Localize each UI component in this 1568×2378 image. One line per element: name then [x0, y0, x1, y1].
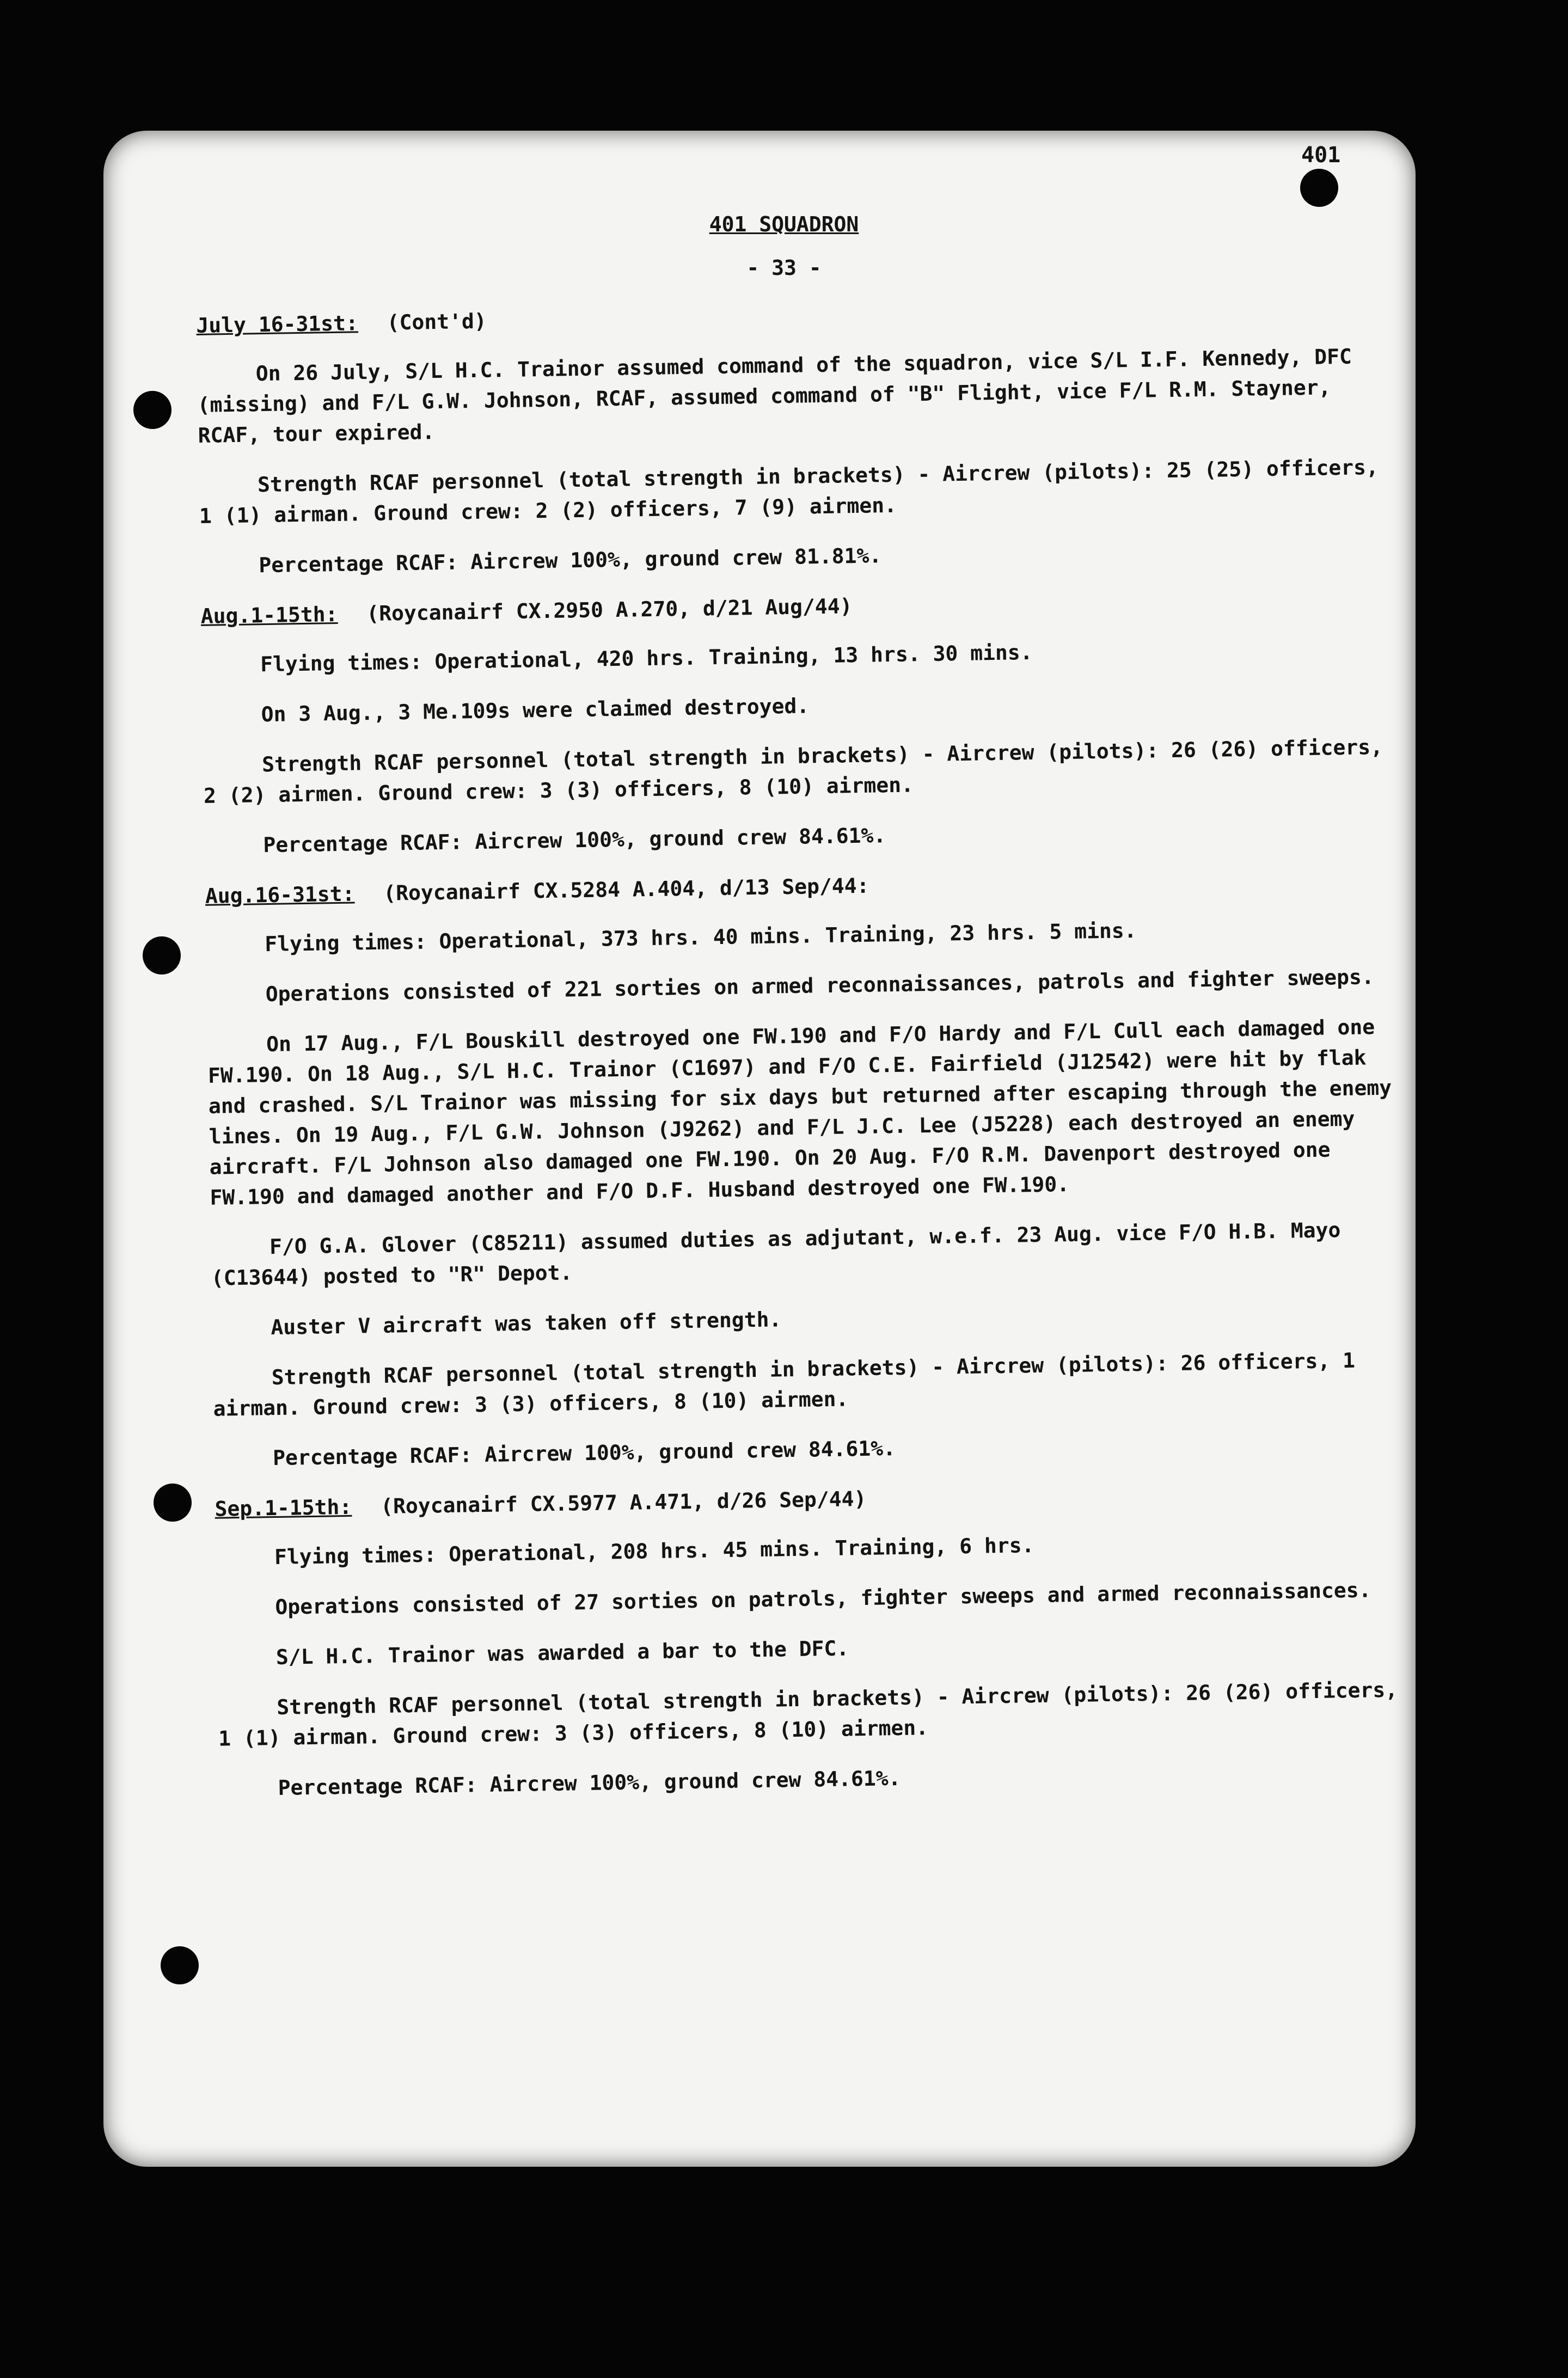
section-heading: [215, 1475, 1413, 1524]
section-heading: [200, 582, 1399, 632]
paragraph: On 3 Aug., 3 Me.109s were claimed destroyed.: [261, 694, 810, 727]
section-sep-1-15: [215, 1475, 1417, 1804]
paragraph: Flying times: Operational, 420 hrs. Training, 13 hrs. 30 mins.: [260, 640, 1033, 677]
paragraph: Percentage RCAF: Aircrew 100%, ground crew 81.81%.: [259, 543, 882, 578]
section-july-16-31: [196, 291, 1398, 581]
paragraph: Operations consisted of 221 sorties on armed reconnaissances, patrols and fighter sweeps.: [265, 965, 1374, 1007]
section-date: July 16-31st:: [196, 311, 359, 338]
paragraph: Flying times: Operational, 208 hrs. 45 mins. Training, 6 hrs.: [274, 1533, 1034, 1570]
paragraph: Flying times: Operational, 373 hrs. 40 mins. Training, 23 hrs. 5 mins.: [264, 918, 1137, 957]
paragraph: Strength RCAF personnel (total strength in brackets) - Aircrew (pilots): 25 (25) officers, 1 (1) airman. Ground crew: 2 (2) officers, 7 (9) airmen.: [199, 455, 1392, 528]
paragraph: Auster V aircraft was taken off strength.: [271, 1307, 782, 1340]
document-body: [196, 291, 1417, 1823]
punch-hole-top-right: [1300, 169, 1338, 207]
corner-page-number: 401: [1301, 143, 1341, 168]
section-date: Sep.1-15th:: [215, 1494, 352, 1521]
section-aug-16-31: [205, 862, 1412, 1474]
punch-hole-left-3: [154, 1484, 192, 1522]
paragraph: Operations consisted of 27 sorties on patrols, fighter sweeps and armed reconnaissances.: [275, 1578, 1371, 1620]
paragraph: On 17 Aug., F/L Bouskill destroyed one FW.190 and F/O Hardy and F/L Cull each damaged one FW.190. On 18 Aug., S/L H.C. Trainor (C1697) and F/O C.E. Fairfield (J12542) were hit by flak and crashed. S/L Trainor was missing for six days but returned after escaping through the enemy lines. On 19 Aug., F/L G.W. Johnson (J9262) and F/L J.C. Lee (J5228) each destroyed an enemy aircraft. F/L Johnson also damaged one FW.190. On 20 Aug. F/O R.M. Davenport destroyed one FW.190 and damaged another and F/O D.F. Husband destroyed one FW.190.: [207, 1014, 1405, 1210]
paragraph: S/L H.C. Trainor was awarded a bar to the DFC.: [275, 1636, 849, 1669]
section-aug-1-15: [200, 582, 1402, 861]
punch-hole-left-1: [133, 391, 171, 429]
section-reference: (Cont'd): [387, 309, 487, 335]
section-date: Aug.1-15th:: [200, 602, 338, 628]
paragraph: Percentage RCAF: Aircrew 100%, ground crew 84.61%.: [263, 823, 886, 857]
paragraph: On 26 July, S/L H.C. Trainor assumed command of the squadron, vice S/L I.F. Kennedy, DFC (missing) and F/L G.W. Johnson, RCAF, assumed command of "B" Flight, vice F/L R.M. Stayner, RCAF, tour expired.: [197, 344, 1365, 448]
section-reference: (Roycanairf CX.5977 A.471, d/26 Sep/44): [380, 1486, 867, 1518]
page-title: 401 SQUADRON: [709, 212, 859, 236]
paragraph: Percentage RCAF: Aircrew 100%, ground crew 84.61%.: [278, 1766, 901, 1800]
section-reference: (Roycanairf CX.5284 A.404, d/13 Sep/44:: [383, 873, 869, 905]
section-heading: [205, 862, 1403, 911]
paragraph: Percentage RCAF: Aircrew 100%, ground crew 84.61%.: [272, 1436, 896, 1470]
paragraph: F/O G.A. Glover (C85211) assumed duties as adjutant, w.e.f. 23 Aug. vice F/O H.B. Mayo (C13644) posted to "R" Depot.: [211, 1217, 1353, 1290]
paragraph: Strength RCAF personnel (total strength in brackets) - Aircrew (pilots): 26 officers, 1 airman. Ground crew: 3 (3) officers, 8 (10) airmen.: [213, 1348, 1368, 1421]
punch-hole-left-2: [143, 936, 181, 975]
page-number: - 33 -: [746, 256, 822, 280]
section-reference: (Roycanairf CX.2950 A.270, d/21 Aug/44): [366, 594, 853, 626]
paragraph: Strength RCAF personnel (total strength in brackets) - Aircrew (pilots): 26 (26) officers, 2 (2) airmen. Ground crew: 3 (3) officers, 8 (10) airmen.: [203, 734, 1396, 808]
section-date: Aug.16-31st:: [205, 881, 355, 908]
paragraph: Strength RCAF personnel (total strength in brackets) - Aircrew (pilots): 26 (26) officers, 1 (1) airman. Ground crew: 3 (3) officers, 8 (10) airmen.: [218, 1677, 1411, 1751]
punch-hole-left-4: [161, 1946, 199, 1984]
